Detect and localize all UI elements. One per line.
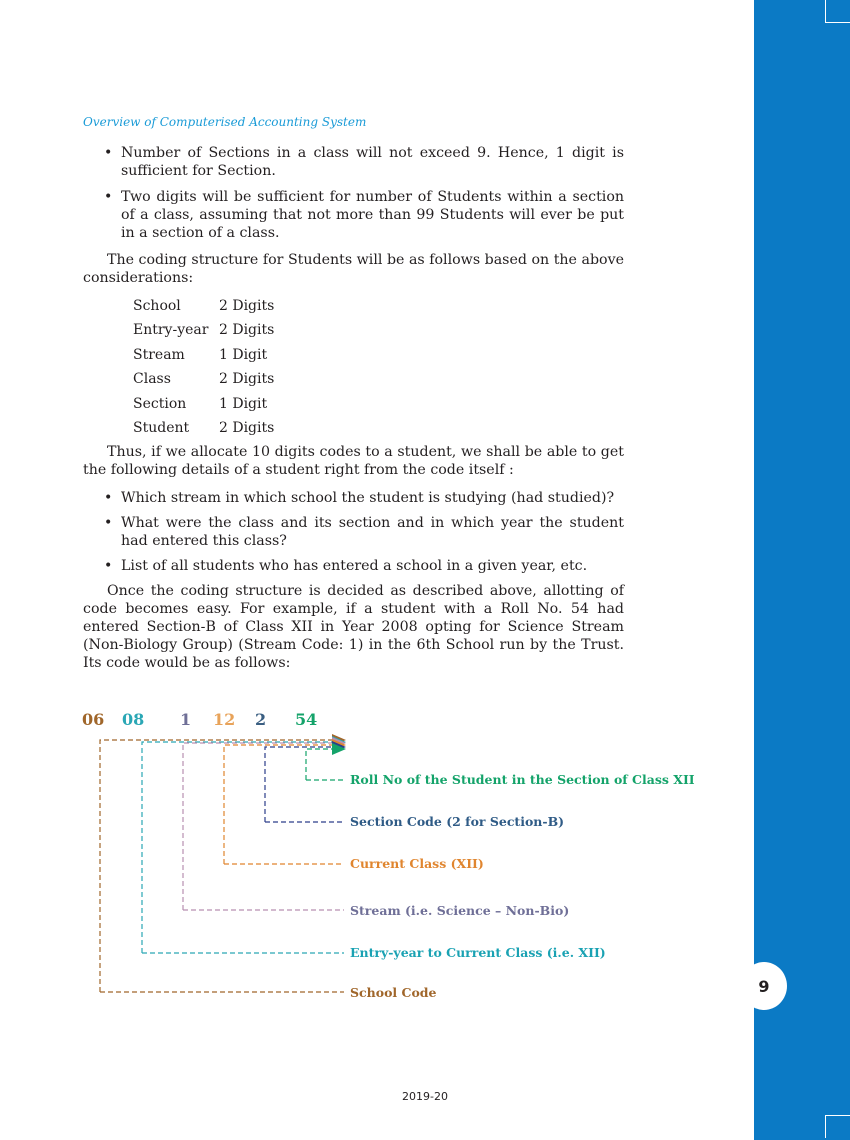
bullet-text: Which stream in which school the student is studying (had studied)?	[121, 490, 615, 506]
structure-value: 1 Digit	[219, 396, 268, 412]
structure-value: 1 Digit	[219, 347, 268, 363]
bullet-icon: •	[104, 189, 113, 205]
structure-label: School	[133, 298, 181, 314]
label-entry-year: Entry-year to Current Class (i.e. XII)	[350, 945, 606, 960]
bullet-icon: •	[104, 490, 113, 506]
arrowheads	[332, 734, 346, 755]
structure-label: Stream	[133, 347, 185, 363]
structure-value: 2 Digits	[219, 420, 275, 436]
paragraph: Once the coding structure is decided as described above, allotting of code becomes easy. For example, if a student with a Roll No. 54 had entered Section-B of Class XII in Year 2008 opting for Science Stream (Non-Biology Group) (Stream Code: 1) in the 6th School run by the Trust. Its code would be as follows:	[83, 583, 624, 671]
bullet-text: List of all students who has entered a school in a given year, etc.	[121, 558, 588, 574]
bullet-text: Two digits will be sufficient for number of Students within a section of a class, assuming that not more than 99 Students will ever be put in a section of a class.	[121, 189, 624, 241]
code-school: 06	[82, 710, 105, 729]
label-school: School Code	[350, 985, 437, 1000]
label-class: Current Class (XII)	[350, 856, 484, 871]
connector-school	[100, 740, 338, 992]
code-entry-year: 08	[122, 710, 145, 729]
paragraph: The coding structure for Students will be as follows based on the above considerations:	[83, 252, 624, 286]
code-section: 2	[255, 710, 267, 729]
structure-label: Section	[133, 396, 187, 412]
code-stream: 1	[180, 710, 192, 729]
connector-stream	[183, 743, 338, 910]
code-roll: 54	[295, 710, 318, 729]
bullet-icon: •	[104, 515, 113, 531]
structure-value: 2 Digits	[219, 298, 275, 314]
bullet-text: What were the class and its section and in which year the student had entered this class?	[121, 515, 624, 549]
code-class: 12	[213, 710, 236, 729]
running-head: Overview of Computerised Accounting System	[83, 115, 367, 129]
structure-value: 2 Digits	[219, 322, 275, 338]
paragraph: Thus, if we allocate 10 digits codes to a student, we shall be able to get the following details of a student right from the code itself :	[83, 444, 624, 478]
page-number: 9	[741, 962, 787, 1010]
label-section: Section Code (2 for Section-B)	[350, 814, 565, 829]
structure-label: Student	[133, 420, 190, 436]
structure-label: Class	[133, 371, 171, 387]
bullet-icon: •	[104, 558, 113, 574]
connector-class	[224, 745, 338, 864]
bullet-icon: •	[104, 145, 113, 161]
label-stream: Stream (i.e. Science – Non-Bio)	[350, 903, 570, 918]
label-roll: Roll No of the Student in the Section of Class XII	[350, 772, 695, 787]
structure-label: Entry-year	[133, 322, 209, 338]
bullet-text: Number of Sections in a class will not exceed 9. Hence, 1 digit is sufficient for Section.	[121, 145, 624, 179]
footer-year: 2019-20	[402, 1090, 448, 1103]
connector-section	[265, 747, 338, 822]
structure-value: 2 Digits	[219, 371, 275, 387]
connector-entry-year	[142, 742, 338, 953]
